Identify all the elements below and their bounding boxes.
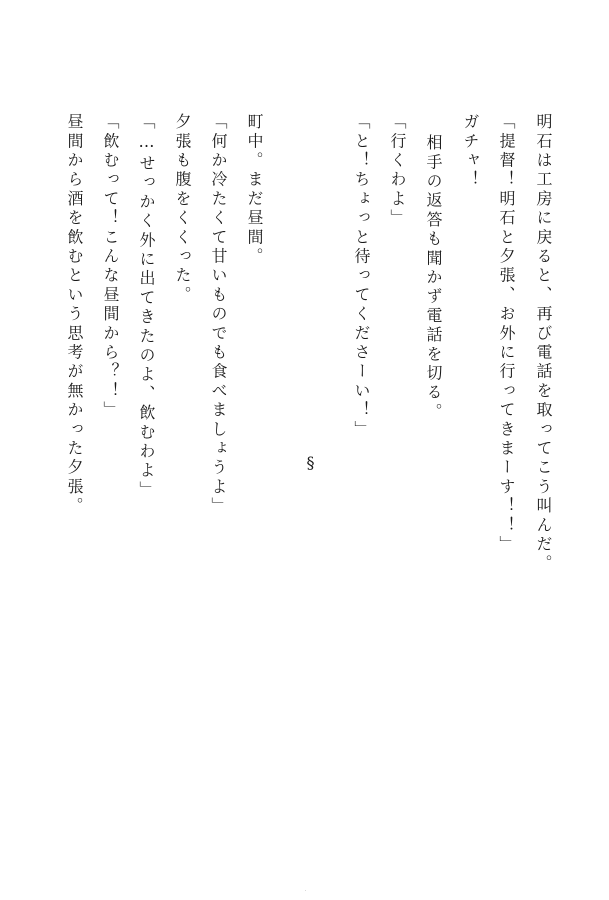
text-line-5: 「行くわよ」 — [388, 113, 407, 229]
text-line-12: 昼間から酒を飲むという思考が無かった夕張。 — [65, 113, 84, 517]
text-line-8: 「何か冷たくて甘いものでも食べましょうよ」 — [209, 113, 228, 517]
text-line-3: ガチャ！ — [461, 113, 480, 190]
text-line-6: 「と！ちょっと待ってくださーい！」 — [352, 113, 371, 440]
text-line-10: 「…せっかく外に出てきたのよ、飲むわよ」 — [137, 113, 156, 500]
scene-break-mark: § — [301, 453, 320, 472]
text-line-4: 相手の返答も聞かず電話を切る。 — [424, 134, 443, 422]
page-footer-mark — [295, 876, 315, 878]
text-line-7: 町中。まだ昼間。 — [245, 113, 264, 267]
text-line-9: 夕張も腹をくくった。 — [173, 113, 192, 305]
text-line-2: 「提督！明石と夕張、お外に行ってきまーす！！」 — [497, 113, 516, 555]
text-line-1: 明石は工房に戻ると、再び電話を取ってこう叫んだ。 — [534, 113, 553, 574]
text-line-11: 「飲むって！こんな昼間から？！」 — [101, 113, 120, 421]
